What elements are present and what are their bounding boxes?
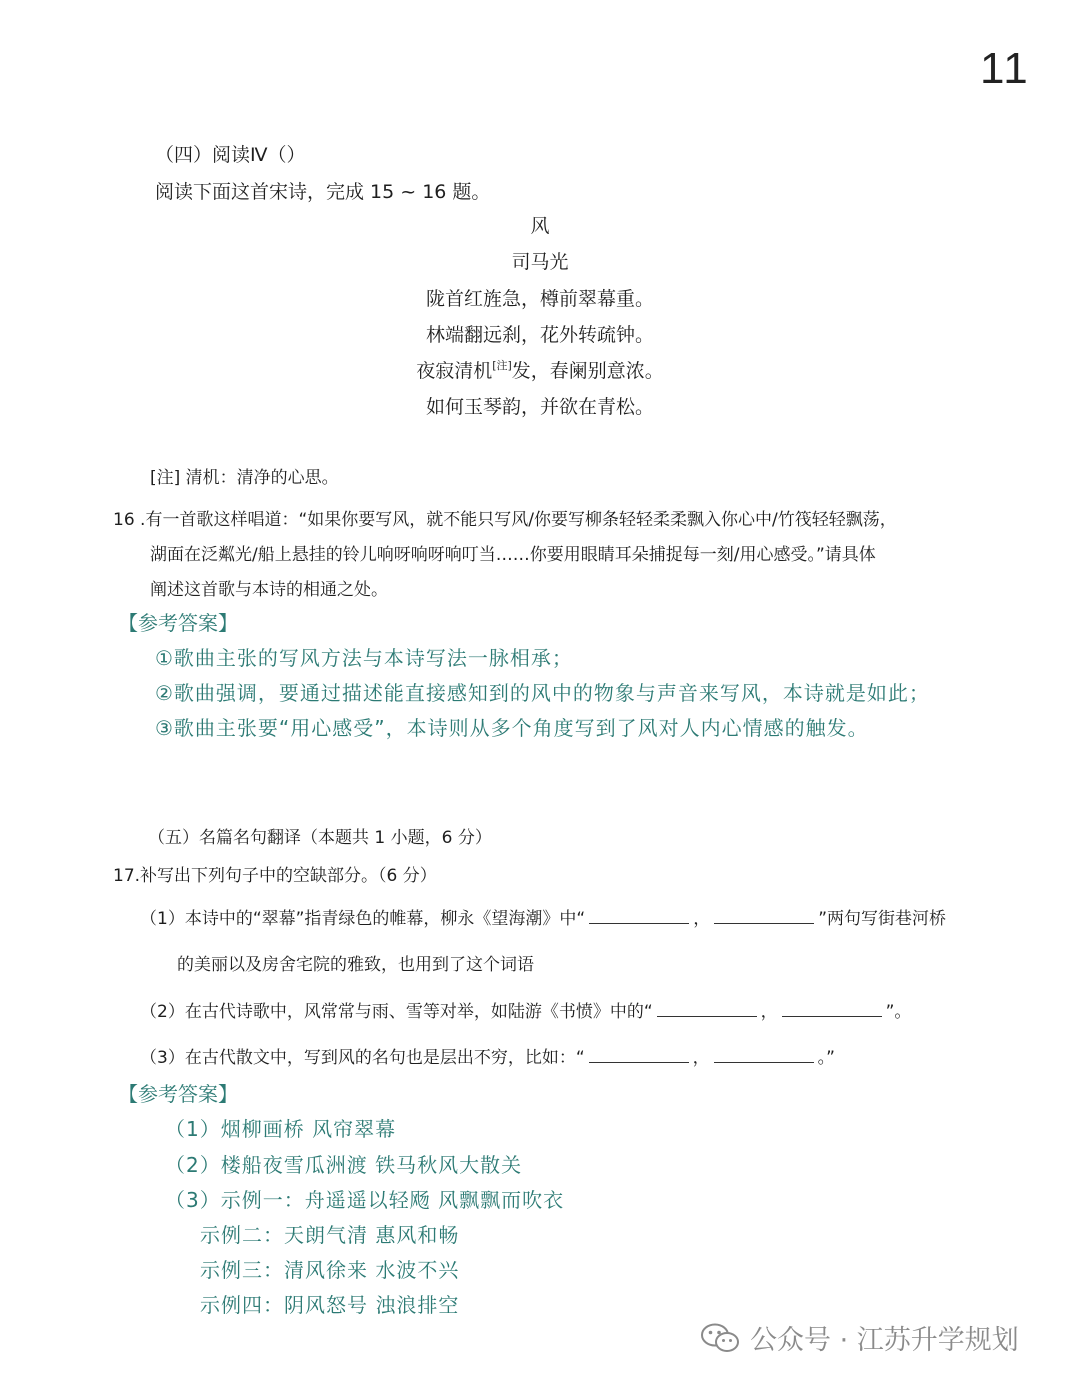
poem-note-marker: [注] — [492, 359, 512, 372]
q17-stem: 17.补写出下列句子中的空缺部分。（6 分） — [113, 866, 437, 886]
answer17-item-3: （3）示例一：舟遥遥以轻飏 风飘飘而吹衣 — [165, 1188, 565, 1212]
watermark — [700, 1318, 1019, 1357]
answer17-item-4: 示例二：天朗气清 惠风和畅 — [200, 1223, 460, 1247]
blank-line — [714, 909, 814, 924]
answer17-item-1: （1）烟柳画桥 风帘翠幕 — [165, 1117, 397, 1141]
q17-part-2-sep: ， — [760, 1002, 778, 1022]
poem-line-1: 陇首红旌急，樽前翠幕重。 — [425, 288, 654, 310]
q17-part-1-b: ”两句写街巷河桥 — [818, 909, 947, 929]
blank-line — [782, 1002, 882, 1017]
poem-line-3-b: 发，春阑别意浓。 — [511, 360, 664, 382]
blank-line — [589, 909, 689, 924]
poem-line-3 — [0, 356, 1080, 383]
page-number: 11 — [980, 44, 1030, 93]
blank-line — [589, 1048, 689, 1063]
q17-part-2-a: （2）在古代诗歌中，风常常与雨、雪等对举，如陆游《书愤》中的“ — [140, 1002, 653, 1022]
poem-line-2: 林端翻远刹，花外转疏钟。 — [425, 324, 654, 346]
q17-part-1-a: （1）本诗中的“翠幕”指青绿色的帷幕，柳永《望海潮》中“ — [140, 909, 586, 929]
q17-part-3-b: 。” — [817, 1048, 835, 1068]
q17-part-2-b: ”。 — [885, 1002, 912, 1022]
poem-title: 风 — [530, 215, 550, 237]
q16-line-3: 阐述这首歌与本诗的相通之处。 — [150, 580, 388, 600]
watermark-text: 公众号 · 江苏升学规划 — [750, 1325, 1019, 1356]
poem-author: 司马光 — [511, 251, 569, 273]
answer16-item-2: ②歌曲强调，要通过描述能直接感知到的风中的物象与声音来写风，本诗就是如此； — [155, 681, 930, 705]
section5-heading: （五）名篇名句翻译（本题共 1 小题，6 分） — [148, 828, 492, 848]
q17-part-1-cont: 的美丽以及房舍宅院的雅致，也用到了这个词语 — [177, 955, 534, 975]
q17-part-3 — [140, 1043, 835, 1068]
q16-line-2: 湖面在泛粼光/船上悬挂的铃儿响呀响呀响叮当……你要用眼睛耳朵捕捉每一刻/用心感受。”请具体 — [150, 545, 876, 565]
q17-part-2 — [140, 997, 911, 1022]
poem-line-4: 如何玉琴韵，并欲在青松。 — [425, 396, 654, 418]
answer17-item-6: 示例四：阴风怒号 浊浪排空 — [200, 1293, 460, 1317]
blank-line — [657, 1002, 757, 1017]
section4-heading: （四）阅读Ⅳ（） — [155, 144, 306, 166]
q17-part-1 — [140, 904, 946, 929]
section4-instruction: 阅读下面这首宋诗，完成 15 ~ 16 题。 — [155, 181, 491, 203]
wechat-icon — [700, 1322, 740, 1354]
q17-part-3-a: （3）在古代散文中，写到风的名句也是层出不穷，比如：“ — [140, 1048, 585, 1068]
answer17-heading: 【参考答案】 — [118, 1082, 238, 1106]
q16-line-1: 16 .有一首歌这样唱道：“如果你要写风，就不能只写风/你要写柳条轻轻柔柔飘入你心中/竹筏轻轻飘荡， — [113, 510, 897, 530]
blank-line — [714, 1048, 814, 1063]
poem-note: [注] 清机：清净的心思。 — [150, 468, 339, 488]
poem-line-3-a: 夜寂清机 — [416, 360, 493, 382]
answer17-item-2: （2）楼船夜雪瓜洲渡 铁马秋风大散关 — [165, 1153, 523, 1177]
answer16-item-3: ③歌曲主张要“用心感受”，本诗则从多个角度写到了风对人内心情感的触发。 — [155, 716, 869, 740]
answer17-item-5: 示例三：清风徐来 水波不兴 — [200, 1258, 460, 1282]
answer16-heading: 【参考答案】 — [118, 611, 238, 635]
q17-part-3-sep: ， — [692, 1048, 710, 1068]
answer16-item-1: ①歌曲主张的写风方法与本诗写法一脉相承； — [155, 646, 573, 670]
q17-part-1-sep: ， — [693, 909, 711, 929]
